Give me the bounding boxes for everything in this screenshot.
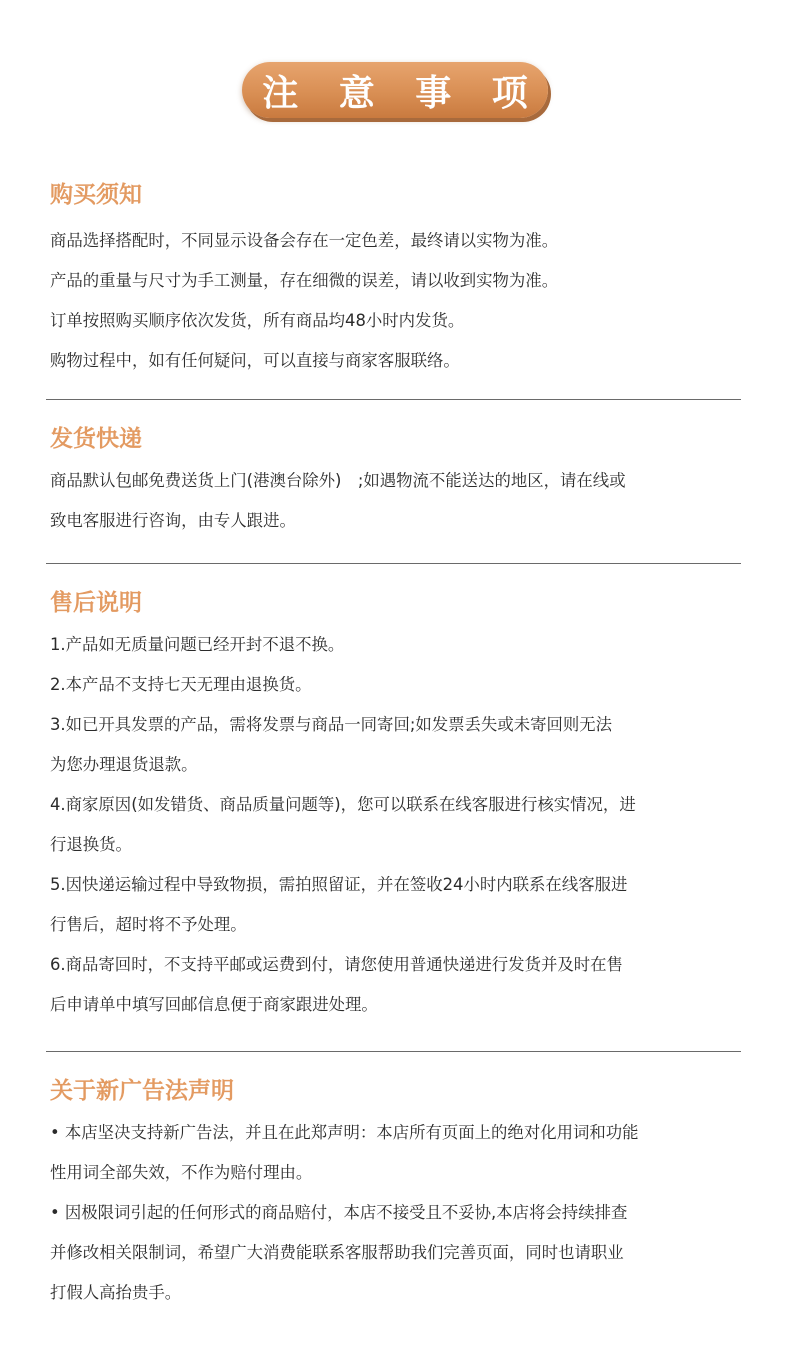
- text-line: 后申请单中填写回邮信息便于商家跟进处理。: [50, 995, 378, 1014]
- text-line: 行售后，超时将不予处理。: [50, 915, 247, 934]
- section-ad-law-statement: [46, 1052, 741, 1313]
- text-line: • 本店坚决支持新广告法，并且在此郑声明：本店所有页面上的绝对化用词和功能: [50, 1123, 639, 1142]
- section-title: 购买须知: [50, 182, 142, 208]
- text-line: 6.商品寄回时，不支持平邮或运费到付，请您使用普通快递进行发货并及时在售: [50, 955, 623, 974]
- notice-content: [46, 172, 741, 1313]
- title-banner-wrap: [0, 62, 790, 124]
- text-line: 5.因快递运输过程中导致物损，需拍照留证，并在签收24小时内联系在线客服进: [50, 875, 628, 894]
- text-line: 行退换货。: [50, 835, 132, 854]
- text-line: 商品默认包邮免费送货上门(港澳台除外) ;如遇物流不能送达的地区，请在线或: [50, 471, 626, 490]
- text-line: 购物过程中，如有任何疑问，可以直接与商家客服联络。: [50, 351, 460, 370]
- text-line: 3.如已开具发票的产品，需将发票与商品一同寄回;如发票丢失或未寄回则无法: [50, 715, 613, 734]
- section-shipping: [46, 400, 741, 564]
- section-title: 售后说明: [50, 590, 142, 616]
- section-after-sales: [46, 564, 741, 1052]
- text-line: 为您办理退货退款。: [50, 755, 198, 774]
- title-banner: 注 意 事 项: [242, 62, 548, 118]
- text-line: 订单按照购买顺序依次发货，所有商品均48小时内发货。: [50, 311, 465, 330]
- section-title: 发货快递: [50, 426, 142, 452]
- text-line: 产品的重量与尺寸为手工测量，存在细微的误差，请以收到实物为准。: [50, 271, 559, 290]
- text-line: 性用词全部失效，不作为赔付理由。: [50, 1163, 313, 1182]
- text-line: 4.商家原因(如发错货、商品质量问题等)，您可以联系在线客服进行核实情况，进: [50, 795, 636, 814]
- text-line: 并修改相关限制词，希望广大消费能联系客服帮助我们完善页面，同时也请职业: [50, 1243, 624, 1262]
- text-line: • 因极限词引起的任何形式的商品赔付，本店不接受且不妥协,本店将会持续排查: [50, 1203, 628, 1222]
- section-purchase-notice: [46, 172, 741, 400]
- text-line: 1.产品如无质量问题已经开封不退不换。: [50, 635, 345, 654]
- text-line: 致电客服进行咨询，由专人跟进。: [50, 511, 296, 530]
- text-line: 打假人高抬贵手。: [50, 1283, 182, 1302]
- text-line: 2.本产品不支持七天无理由退换货。: [50, 675, 312, 694]
- section-title: 关于新广告法声明: [50, 1078, 234, 1104]
- text-line: 商品选择搭配时，不同显示设备会存在一定色差，最终请以实物为准。: [50, 231, 559, 250]
